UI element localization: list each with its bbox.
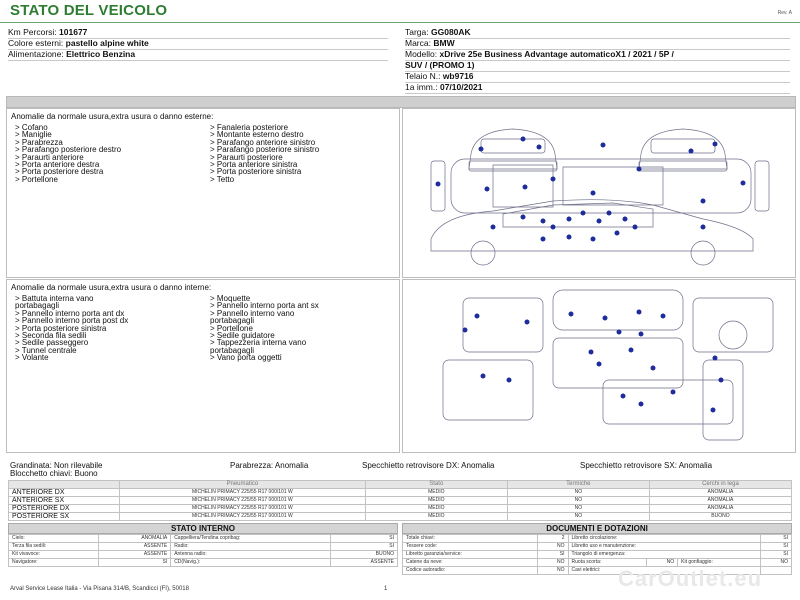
list-item: > Parafango posteriore sinistro [210, 145, 320, 155]
list-item: > Parafango anteriore sinistro [210, 137, 316, 147]
specchietto-dx-status: Specchietto retrovisore DX: Anomalia [362, 461, 495, 470]
section-bar [6, 96, 796, 108]
list-item: > Moquette [210, 294, 251, 303]
stato-interno-table [8, 534, 398, 567]
list-item: > Montante esterno destro [210, 130, 304, 140]
table-header-row [9, 481, 792, 489]
info-immatricolazione: 1a imm.: 07/10/2021 [405, 82, 790, 94]
table-row: Catene da neve: NO Ruota scorta: NO Kit gonfiaggio: NO [403, 559, 792, 567]
car-interior-diagram [403, 280, 795, 452]
list-item: > Parafango posteriore destro [15, 145, 122, 155]
table-row: Kit vivavoce: ASSENTE Antenna radio: BUONO [9, 551, 398, 559]
parabrezza-status: Parabrezza: Anomalia [230, 461, 309, 470]
internal-list-col1 [15, 295, 210, 362]
title-divider [0, 22, 800, 23]
list-item: > Tappezzeria interna vano [210, 338, 307, 348]
external-diagram-panel [402, 108, 796, 278]
table-row: Tessere code: NO Libretto uso e manutenzione: SI [403, 543, 792, 551]
info-modello-cont: SUV / (PROMO 1) [405, 60, 790, 72]
list-item: > Porta posteriore destra [15, 167, 104, 177]
list-item: > Pannello interno vano [210, 308, 295, 318]
column-header [9, 481, 120, 489]
info-alimentazione: Alimentazione: Elettrico Benzina [8, 49, 388, 61]
info-targa: Targa: GG080AK [405, 27, 790, 39]
list-item: > Sedile guidatore [210, 331, 275, 341]
list-item: > Tunnel centrale [15, 345, 77, 355]
column-header: Termiche [507, 481, 649, 489]
info-km: Km Percorsi: 101677 [8, 27, 388, 39]
column-header: Pneumatico [119, 481, 365, 489]
documenti-header: DOCUMENTI E DOTAZIONI [402, 523, 792, 534]
internal-anomalies-panel [6, 279, 400, 453]
list-item: > Sedile passeggero [15, 338, 89, 348]
blocchetto-status: Blocchetto chiavi: Buono [10, 469, 98, 478]
list-item: > Vano porta oggetti [210, 353, 282, 363]
grandinata-status: Grandinata: Non rilevabile [10, 461, 103, 470]
specchietto-sx-status: Specchietto retrovisore SX: Anomalia [580, 461, 713, 470]
table-row: Navigatore: SI CD(Navig.): ASSENTE [9, 559, 398, 567]
list-item: portabagagli [210, 316, 255, 326]
table-row: Totale chiavi: 2 Libretto circolazione: SI [403, 535, 792, 543]
info-modello: Modello: xDrive 25e Business Advantage automaticoX1 / 2021 / 5P / [405, 49, 790, 61]
table-row: POSTERIORE SX MICHELIN PRIMACY 225/55 R17 000/101 W MEDIO NO BUONO [9, 513, 792, 521]
info-colore: Colore esterni: pastello alpine white [8, 38, 388, 50]
list-item: > Portellone [210, 323, 253, 333]
list-item: > Pannello interno porta post dx [15, 316, 129, 326]
column-header: Stato [365, 481, 507, 489]
column-header: Cerchi in lega [649, 481, 791, 489]
table-row: Terza fila sedili: ASSENTE Radio: SI [9, 543, 398, 551]
internal-list-col2 [210, 295, 395, 362]
list-item: > Porta posteriore sinistra [15, 323, 107, 333]
external-list-col2 [210, 124, 395, 183]
list-item: > Seconda fila sedili [15, 331, 87, 341]
list-item: > Paraurti anteriore [15, 152, 84, 162]
table-row: Codice autoradio: NO Cavi elettrici: [403, 567, 792, 575]
stato-interno-header: STATO INTERNO [8, 523, 398, 534]
list-item: > Paraurti posteriore [210, 152, 283, 162]
footer-page-number: 1 [384, 586, 388, 592]
list-item: > Maniglie [15, 130, 52, 140]
footer-company: Arval Service Lease Italia - Via Pisana 314/B, Scandicci (FI), 50018 [10, 586, 189, 592]
list-item: > Battuta interna vano [15, 294, 94, 303]
table-row: ANTERIORE DX MICHELIN PRIMACY 225/55 R17 000/101 W MEDIO NO ANOMALIA [9, 489, 792, 497]
list-item: > Cofano [15, 123, 48, 132]
list-item: > Pannello interno porta ant sx [210, 301, 319, 311]
list-item: portabagagli [210, 345, 255, 355]
internal-diagram-panel [402, 279, 796, 453]
list-item: > Fanaleria posteriore [210, 123, 289, 132]
table-row: POSTERIORE DX MICHELIN PRIMACY 225/55 R17 000/101 W MEDIO NO ANOMALIA [9, 505, 792, 513]
list-item: > Pannello interno porta ant dx [15, 308, 125, 318]
table-row: Cielo: ANOMALIA Cappelliera/Tendina copribag: SI [9, 535, 398, 543]
watermark-logo: CarOutlet.eu [618, 566, 763, 591]
info-marca: Marca: BMW [405, 38, 790, 50]
external-anomalies-title: Anomalie da normale usura,extra usura o danno esterne: [11, 112, 214, 121]
table-row: Libretto garanzia/service: SI Triangolo di emergenza: SI [403, 551, 792, 559]
list-item: > Porta posteriore sinistra [210, 167, 302, 177]
tyres-table [8, 480, 792, 521]
external-anomalies-panel [6, 108, 400, 278]
external-list-col1 [15, 124, 210, 183]
car-exterior-diagram [403, 109, 795, 277]
table-row: ANTERIORE SX MICHELIN PRIMACY 225/55 R17 000/101 W MEDIO NO ANOMALIA [9, 497, 792, 505]
list-item: > Portellone [15, 174, 58, 184]
internal-anomalies-title: Anomalie da normale usura,extra usura o danno interne: [11, 283, 212, 292]
list-item: > Tetto [210, 174, 235, 184]
list-item: > Porta anteriore destra [15, 160, 100, 170]
info-telaio: Telaio N.: wb9716 [405, 71, 790, 83]
list-item: > Volante [15, 353, 49, 363]
list-item: > Parabrezza [15, 137, 63, 147]
revision-label: Rev. A [777, 10, 792, 16]
page-title: STATO DEL VEICOLO [10, 2, 168, 19]
list-item: portabagagli [15, 301, 60, 311]
list-item: > Porta anteriore sinistra [210, 160, 298, 170]
